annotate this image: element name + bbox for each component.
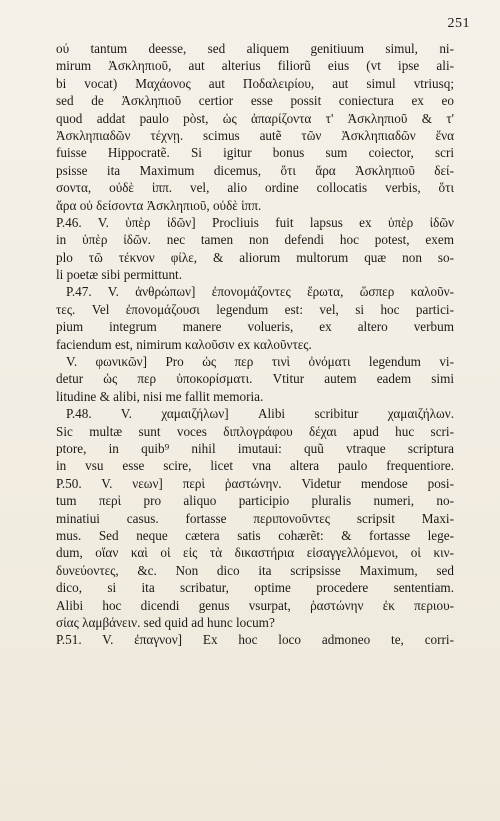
text-line: psisse ita Maximum dicemus, ὅτι ἄρα Ἀσκληπιοῦ δεί- (56, 162, 454, 178)
text-line: sed de Ἀσκληπιοῦ certior esse possit coniectura ex eo (56, 93, 454, 109)
text-line: minatiui casus. fortasse περιπονοῦντες scripsit Maxi- (56, 510, 454, 526)
text-line: mus. Sed neque cætera satis cohærẽt: & fortasse lege- (56, 527, 454, 543)
text-line: litudine & alibi, nisi me fallit memoria. (56, 388, 264, 404)
text-line: P.50. V. νεων] περὶ ῥαστώνην. Videtur mendose posi- (56, 475, 454, 491)
text-line: P.51. V. ἐπαγνον] Ex hoc loco admoneo te, corri- (56, 632, 454, 648)
text-line: pium integrum manere volueris, ex altero verbum (56, 319, 454, 335)
text-line: σίας λαμβάνειν. sed quid ad hunc locum? (56, 614, 275, 630)
text-line: dum, οἵαν καὶ οἱ εἰς τὰ δικαστήρια εἰσαγγελλόμενοι, οἱ κιν- (56, 545, 454, 561)
text-line: dico, si ita scribatur, optime procedere sententiam. (56, 580, 454, 596)
text-line: mirum Ἀσκληπιοῦ, aut alterius filiorũ eius (vt ipse ali- (56, 58, 454, 74)
text-block (56, 40, 454, 649)
text-line: ptore, in quib⁹ nihil imutaui: quũ vtraque scriptura (56, 440, 454, 456)
text-line: quod addat paulo pòst, ὡς ἀπαρίζοντα τ' Ἀσκληπιοῦ & τ' (56, 110, 454, 126)
text-line: τες. Vel ἐπονομάζουσι legendum est: vel, si hoc partici- (56, 301, 454, 317)
text-line: V. φωνικῶν] Pro ὡς περ τινὶ ὀνόματι legendum vi- (66, 354, 454, 370)
text-line: in vsu esse scire, licet vna altera paulo frequentiore. (56, 458, 454, 474)
text-line: fuisse Hippocratẽ. Si igitur bonus sum coiector, scri (56, 145, 454, 161)
text-line: in ὑπὲρ ἰδῶν. nec tamen non defendi hoc potest, exem (56, 232, 454, 248)
page-number: 251 (447, 16, 470, 31)
text-line: σοντα, οὐδὲ ἱππ. vel, alio ordine collocatis verbis, ὅτι (56, 180, 454, 196)
text-line: P.46. V. ὑπὲρ ἰδῶν] Procliuis fuit lapsus ex ὑπὲρ ἰδῶν (56, 214, 454, 230)
text-line: Sic multæ sunt voces διπλογράφου δέχαι apud huc scri- (56, 423, 454, 439)
text-line: bi vocat) Μαχάονος aut Ποδαλειρίου, aut simul vtriusq; (56, 75, 454, 91)
text-line: ού tantum deesse, sed aliquem genitiuum simul, ni- (56, 41, 454, 56)
text-line: P.47. V. ἀνθρώπων] ἐπονομάζοντες ἔρωτα, ὥσπερ καλοῦν- (66, 284, 454, 300)
text-line: Ἀσκληπιαδῶν τέχνῃ. scimus autẽ τῶν Ἀσκληπιαδῶν ἕνα (56, 127, 454, 143)
text-line: δυνεύοντες, &c. Non dico ita scripsisse Maximum, sed (56, 562, 454, 578)
text-line: detur ὡς περ ὑποκορίσματι. Vtitur autem eadem simi (56, 371, 454, 387)
text-line: faciendum est, nimirum καλοῦσιν ex καλοῦντες. (56, 336, 312, 352)
text-line: li poetæ sibi permittunt. (56, 267, 183, 283)
text-line: plo τῶ τέκνον φίλε, & aliorum multorum quæ non so- (56, 249, 454, 265)
text-line: ἄρα οὐ δείσοντα Ἀσκληπιοῦ, οὐδὲ ἱππ. (56, 197, 262, 213)
text-line: Alibi hoc dicendi genus vsurpat, ῥαστώνην ἐκ περιου- (56, 597, 454, 613)
text-line: P.48. V. χαμαιζήλων] Alibi scribitur χαμαιζήλων. (66, 406, 454, 422)
text-line: tum περὶ pro aliquo participio pluralis numeri, no- (56, 493, 454, 509)
